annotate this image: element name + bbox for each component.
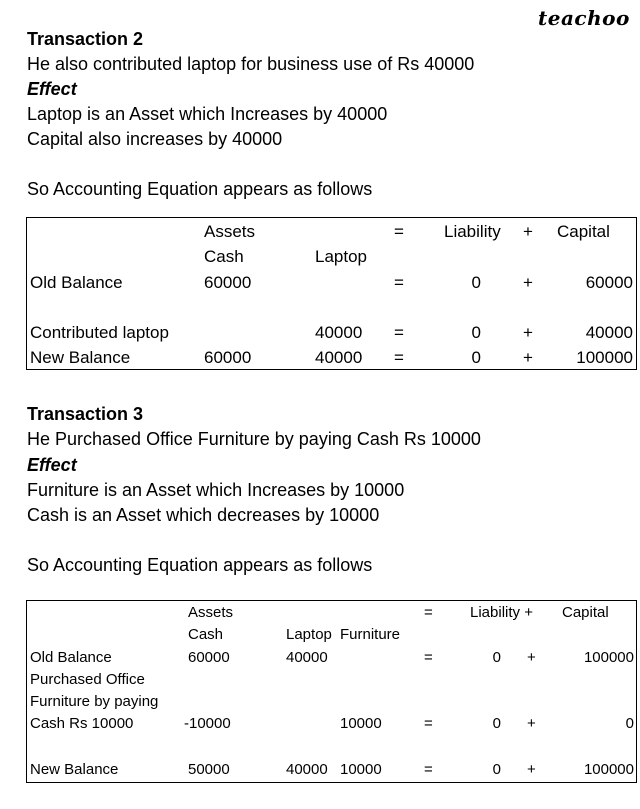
cell-capital: 0	[625, 715, 634, 732]
cell-liability: 0	[492, 715, 501, 732]
accounting-equation-table-1	[26, 217, 637, 370]
cell-plus: +	[527, 649, 536, 666]
subheader-laptop: Laptop	[315, 247, 367, 266]
cell-furniture: 10000	[340, 761, 382, 778]
header-assets: Assets	[188, 604, 234, 621]
cell-capital: 100000	[583, 761, 634, 778]
cell-furniture: 10000	[340, 715, 382, 732]
cell-equals: =	[424, 649, 433, 666]
cell-capital: 100000	[576, 348, 633, 367]
row-label: New Balance	[30, 761, 119, 778]
cell-equals: =	[394, 273, 404, 292]
transaction-2-description: He also contributed laptop for business use of Rs 40000	[27, 54, 475, 74]
cell-laptop: 40000	[286, 649, 328, 666]
accounting-equation-table-2	[26, 600, 637, 783]
subheader-cash: Cash	[204, 247, 244, 266]
cell-laptop: 40000	[286, 761, 328, 778]
cell-equals: =	[394, 348, 404, 367]
row-label: Old Balance	[30, 273, 123, 292]
teachoo-logo: teachoo	[538, 6, 630, 30]
header-assets: Assets	[204, 222, 256, 241]
cell-cash: 60000	[204, 273, 252, 292]
cell-plus: +	[527, 715, 536, 732]
cell-plus: +	[523, 348, 533, 367]
effect-line: Capital also increases by 40000	[27, 129, 283, 149]
cell-cash: -10000	[184, 715, 231, 732]
row-label-line: Purchased Office	[30, 671, 145, 688]
subheader-cash: Cash	[188, 626, 224, 643]
header-equals: =	[394, 222, 404, 241]
equation-intro: So Accounting Equation appears as follows	[27, 179, 373, 199]
cell-laptop: 40000	[315, 348, 363, 367]
equation-intro: So Accounting Equation appears as follows	[27, 555, 373, 575]
cell-capital: 60000	[585, 273, 633, 292]
cell-laptop: 40000	[315, 323, 363, 342]
row-label-line: Cash Rs 10000	[30, 715, 134, 732]
cell-liability: 0	[492, 649, 501, 666]
cell-liability: 0	[492, 761, 501, 778]
cell-cash: 50000	[188, 761, 230, 778]
effect-line: Laptop is an Asset which Increases by 40000	[27, 104, 388, 124]
cell-equals: =	[424, 761, 433, 778]
cell-liability: 0	[471, 348, 481, 367]
cell-equals: =	[424, 715, 433, 732]
cell-capital: 100000	[583, 649, 634, 666]
subheader-laptop: Laptop	[286, 626, 332, 643]
effect-line: Cash is an Asset which decreases by 10000	[27, 505, 380, 525]
header-liability: Liability +	[470, 604, 533, 621]
cell-cash: 60000	[204, 348, 252, 367]
cell-plus: +	[523, 273, 533, 292]
cell-cash: 60000	[188, 649, 230, 666]
cell-equals: =	[394, 323, 404, 342]
cell-plus: +	[523, 323, 533, 342]
cell-liability: 0	[471, 273, 481, 292]
effect-heading: Effect	[27, 79, 77, 99]
header-plus: +	[523, 222, 533, 241]
transaction-3-heading: Transaction 3	[27, 404, 144, 424]
cell-liability: 0	[471, 323, 481, 342]
row-label: Contributed laptop	[30, 323, 169, 342]
row-label-line: Furniture by paying	[30, 693, 159, 710]
subheader-furniture: Furniture	[340, 626, 401, 643]
header-capital: Capital	[557, 222, 610, 241]
effect-line: Furniture is an Asset which Increases by 10000	[27, 480, 405, 500]
cell-plus: +	[527, 761, 536, 778]
header-liability: Liability	[444, 222, 501, 241]
transaction-3-description: He Purchased Office Furniture by paying Cash Rs 10000	[27, 429, 481, 449]
transaction-2-heading: Transaction 2	[27, 29, 144, 49]
header-capital: Capital	[562, 604, 609, 621]
cell-capital: 40000	[585, 323, 633, 342]
header-equals: =	[424, 604, 433, 621]
row-label: New Balance	[30, 348, 131, 367]
effect-heading: Effect	[27, 455, 77, 475]
row-label: Old Balance	[30, 649, 112, 666]
